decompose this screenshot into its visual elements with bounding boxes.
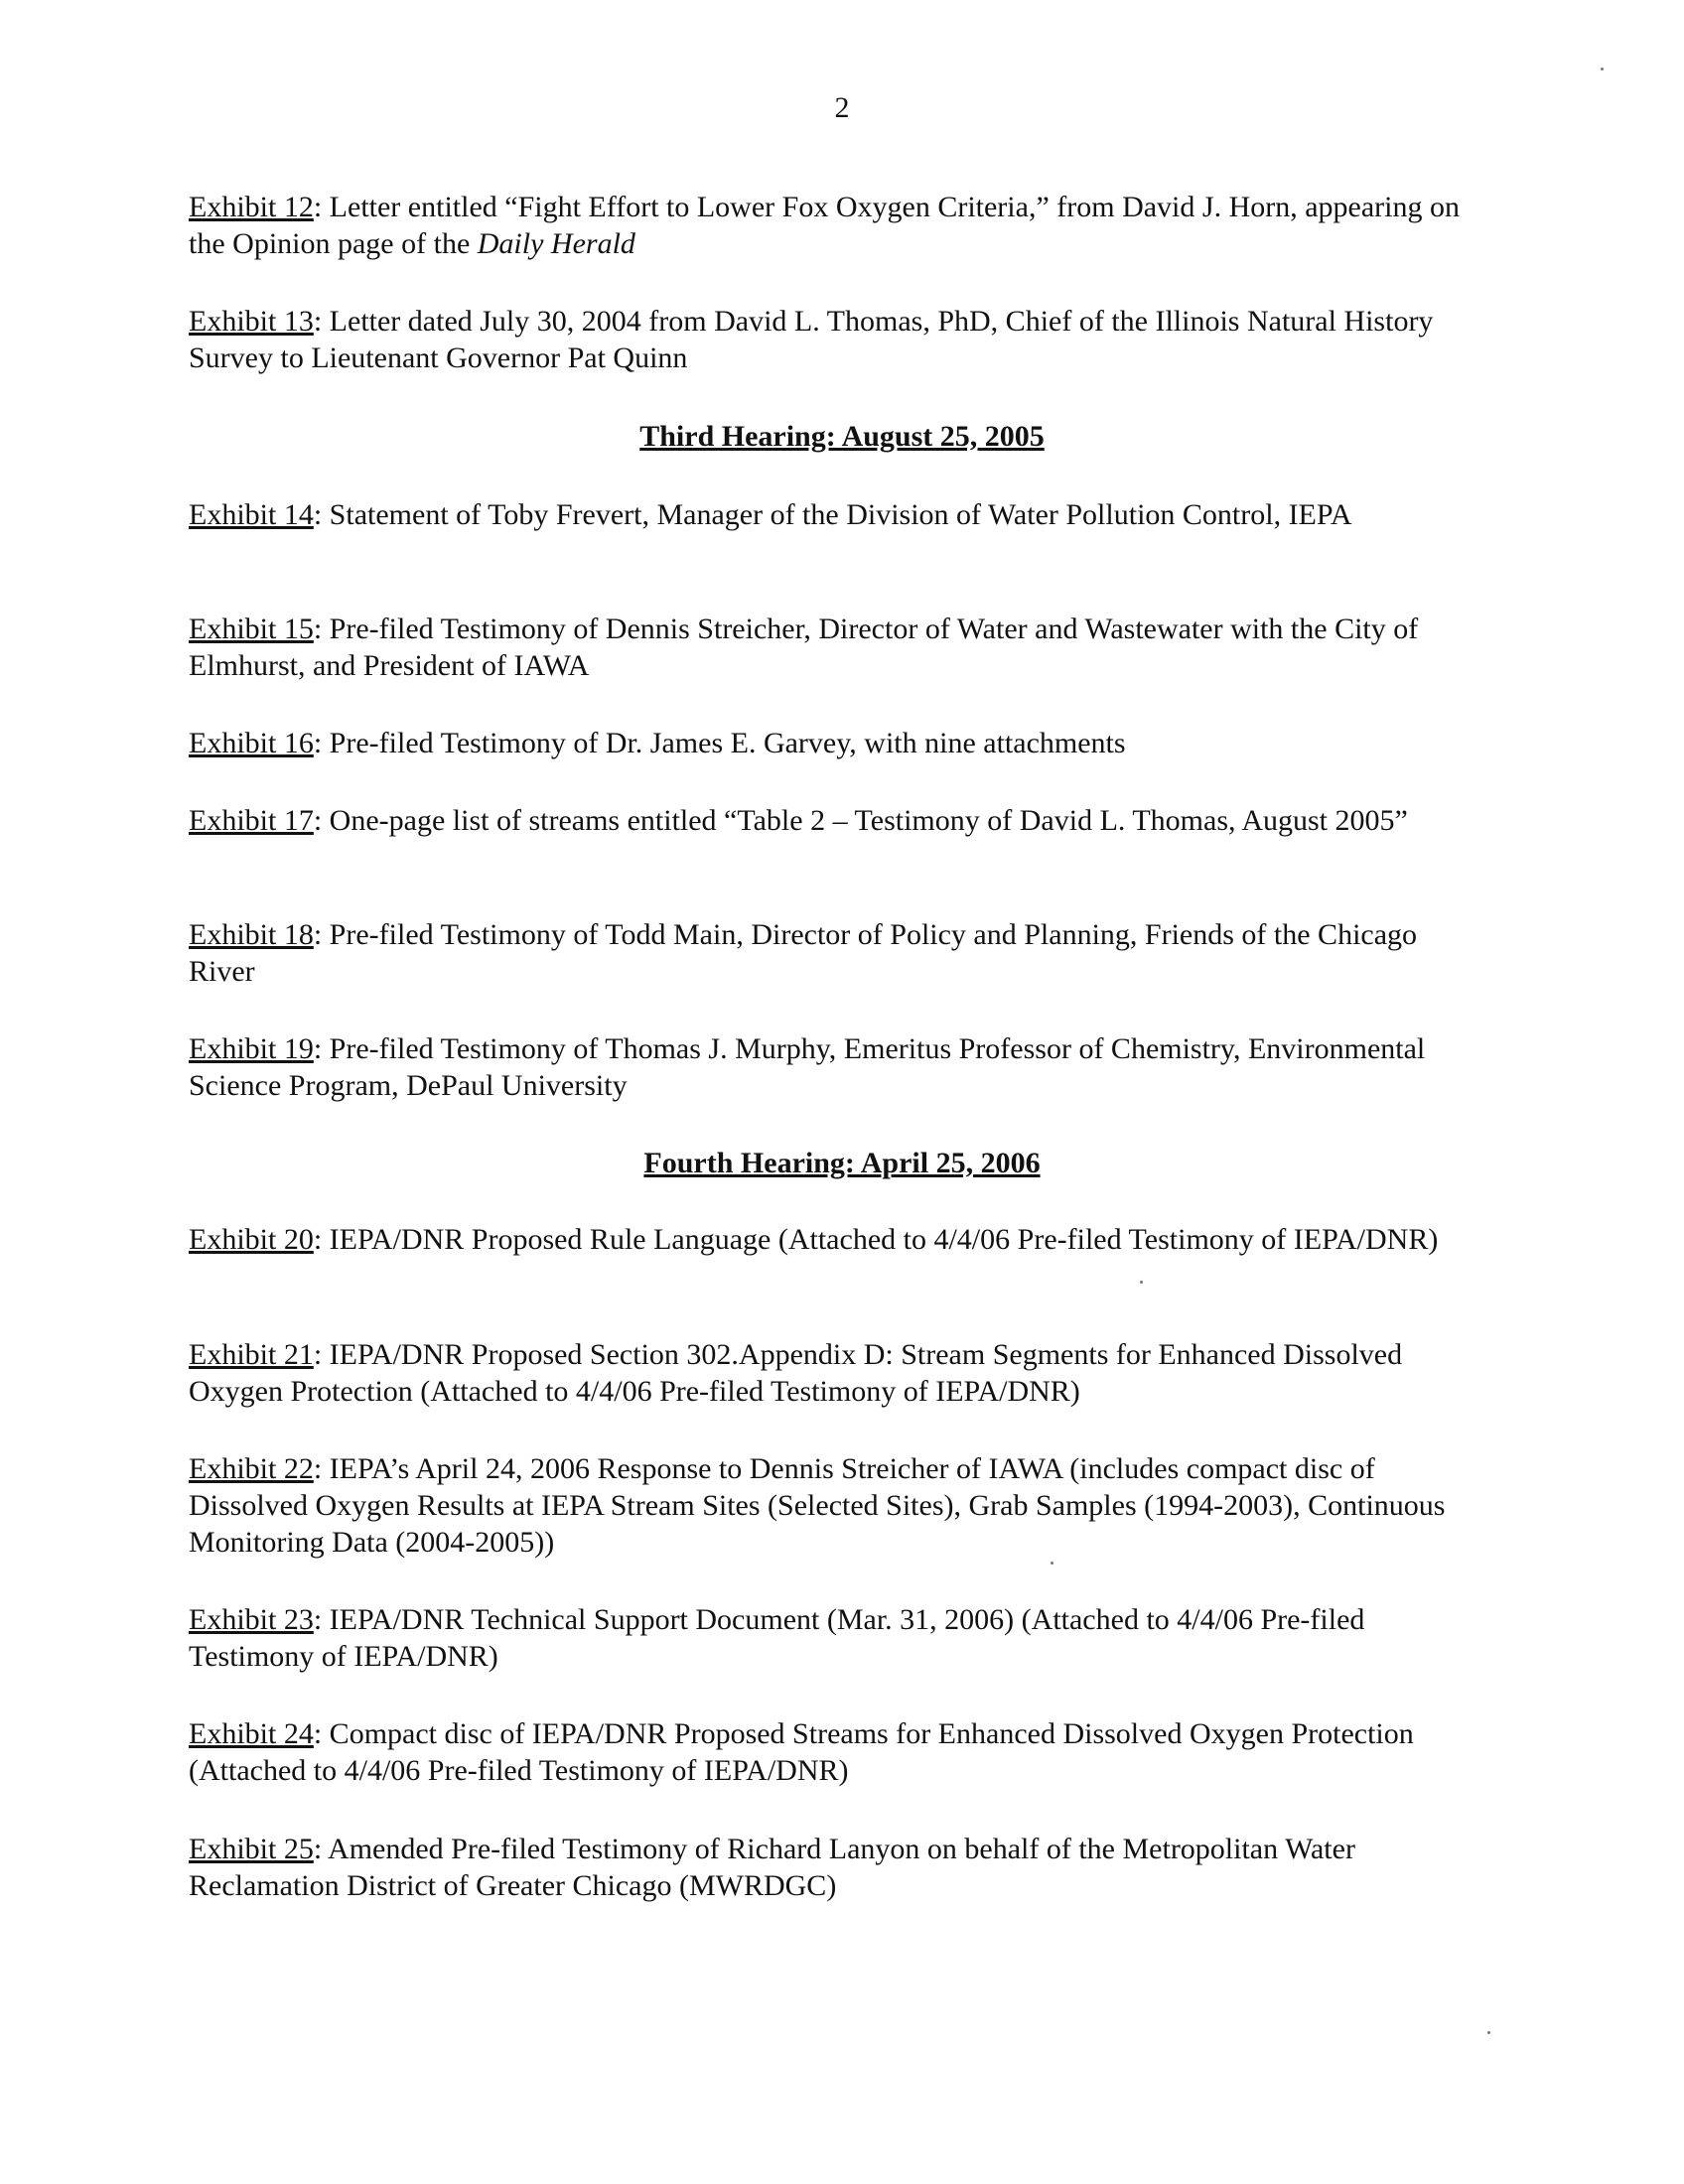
exhibit-24 [189,1715,1479,1789]
exhibit-label: Exhibit 25 [189,1833,314,1865]
publication-title: Daily Herald [477,227,635,260]
exhibit-25 [189,1831,1479,1904]
exhibit-21 [189,1336,1479,1410]
exhibit-12 [189,189,1479,262]
page-number: 2 [834,91,850,124]
exhibit-18 [189,916,1479,990]
exhibit-label: Exhibit 24 [189,1717,314,1750]
exhibit-description: : IEPA/DNR Proposed Rule Language (Attached to 4/4/06 Pre-filed Testimony of IEPA/DNR) [313,1223,1439,1256]
exhibit-16 [189,725,1479,761]
exhibit-description: : Letter dated July 30, 2004 from David L. Thomas, PhD, Chief of the Illinois Natural History Survey to Lieutenant Governor Pat Quinn [189,305,1434,374]
exhibit-23 [189,1601,1479,1675]
exhibit-label: Exhibit 21 [189,1338,314,1371]
exhibit-label: Exhibit 12 [189,191,314,223]
exhibit-label: Exhibit 22 [189,1452,314,1485]
exhibit-description: : IEPA/DNR Technical Support Document (Mar. 31, 2006) (Attached to 4/4/06 Pre-filed Testimony of IEPA/DNR) [189,1603,1365,1673]
exhibit-14 [189,496,1479,533]
exhibit-label: Exhibit 13 [189,305,314,338]
exhibit-description: : Pre-filed Testimony of Todd Main, Director of Policy and Planning, Friends of the Chicago River [189,918,1418,988]
scan-speck [1601,68,1604,70]
exhibit-description: : IEPA/DNR Proposed Section 302.Appendix D: Stream Segments for Enhanced Dissolved Oxygen Protection (Attached to 4/4/06 Pre-filed Testimony of IEPA/DNR) [189,1338,1403,1408]
exhibit-label: Exhibit 18 [189,918,314,951]
exhibit-19 [189,1030,1479,1104]
exhibit-label: Exhibit 15 [189,613,314,645]
exhibit-15 [189,611,1479,684]
exhibit-description: : Pre-filed Testimony of Dennis Streicher, Director of Water and Wastewater with the City of Elmhurst, and President of IAWA [189,613,1419,682]
exhibit-label: Exhibit 19 [189,1032,314,1065]
exhibit-description: : Letter entitled “Fight Effort to Lower Fox Oxygen Criteria,” from David J. Horn, appearing on the Opinion page of the [189,191,1460,260]
exhibit-description: : One-page list of streams entitled “Table 2 – Testimony of David L. Thomas, August 2005” [313,804,1408,837]
exhibit-label: Exhibit 16 [189,727,314,759]
section-heading-third-hearing: Third Hearing: August 25, 2005 [639,420,1045,453]
section-heading-fourth-hearing: Fourth Hearing: April 25, 2006 [643,1147,1041,1179]
exhibit-description: : Amended Pre-filed Testimony of Richard Lanyon on behalf of the Metropolitan Water Reclamation District of Greater Chicago (MWRDGC) [189,1833,1355,1902]
scan-speck [1140,1281,1143,1284]
exhibit-description: : IEPA’s April 24, 2006 Response to Dennis Streicher of IAWA (includes compact disc of Dissolved Oxygen Results at IEPA Stream Sites (Selected Sites), Grab Samples (1994-2003), Continuous Monitoring Data (2004-2005)) [189,1452,1446,1559]
exhibit-label: Exhibit 14 [189,498,314,531]
exhibit-22 [189,1450,1479,1561]
exhibit-13 [189,303,1479,376]
exhibit-description: : Statement of Toby Frevert, Manager of the Division of Water Pollution Control, IEPA [313,498,1352,531]
exhibit-description: : Compact disc of IEPA/DNR Proposed Streams for Enhanced Dissolved Oxygen Protection (Attached to 4/4/06 Pre-filed Testimony of IEPA/DNR) [189,1717,1414,1787]
exhibit-label: Exhibit 20 [189,1223,314,1256]
scan-speck [1051,1562,1053,1565]
exhibit-description: : Pre-filed Testimony of Dr. James E. Garvey, with nine attachments [313,727,1126,759]
exhibit-label: Exhibit 17 [189,804,314,837]
exhibit-description: : Pre-filed Testimony of Thomas J. Murphy, Emeritus Professor of Chemistry, Environmental Science Program, DePaul University [189,1032,1426,1102]
exhibit-17 [189,802,1479,839]
exhibit-20 [189,1221,1479,1258]
exhibit-label: Exhibit 23 [189,1603,314,1636]
scan-speck [1487,2031,1490,2034]
